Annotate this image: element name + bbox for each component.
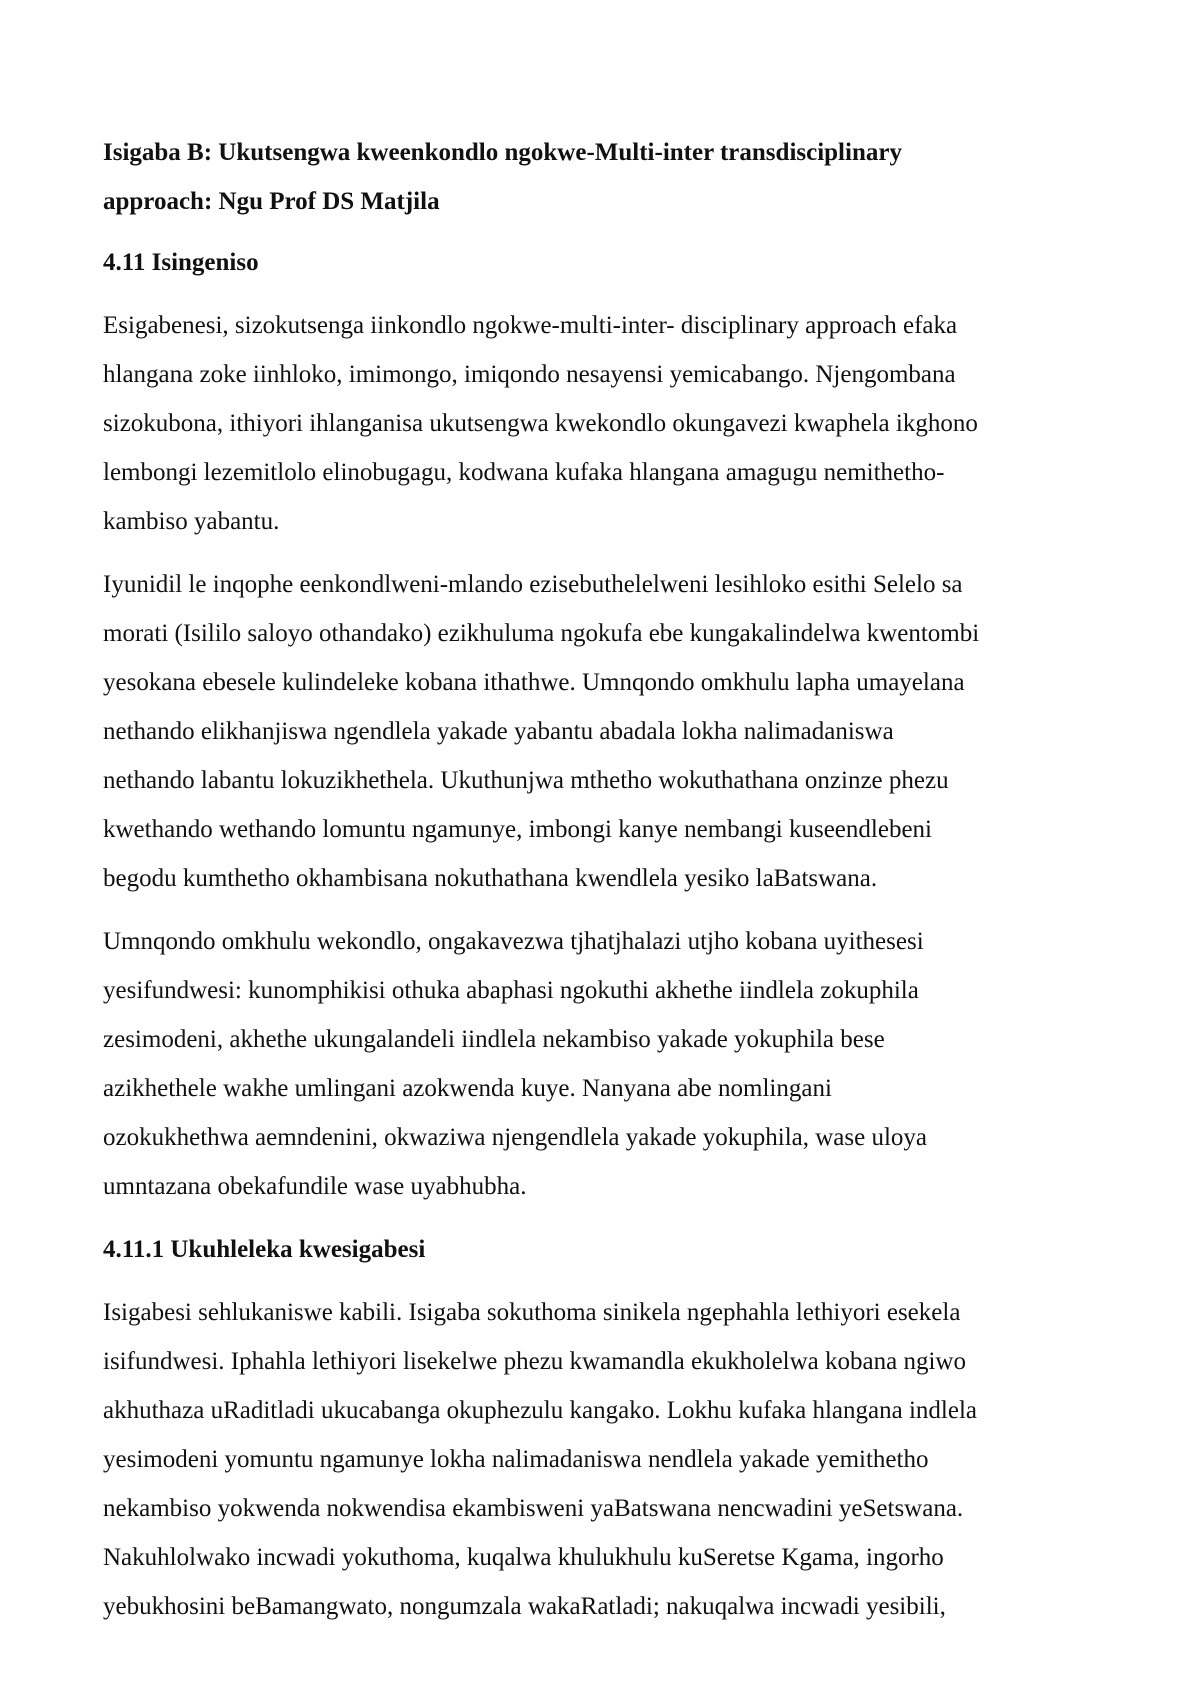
text-line: nethando elikhanjiswa ngendlela yakade yabantu abadala lokha nalimadaniswa (103, 718, 894, 745)
text-line: begodu kumthetho okhambisana nokuthathana kwendlela yesiko laBatswana. (103, 865, 878, 892)
paragraph (103, 560, 1113, 903)
text-line: Umnqondo omkhulu wekondlo, ongakavezwa tjhatjhalazi utjho kobana uyithesesi (103, 928, 924, 955)
paragraph (103, 917, 1113, 1211)
text-line: isifundwesi. Iphahla lethiyori lisekelwe phezu kwamandla ekukholelwa kobana ngiwo (103, 1348, 966, 1375)
paragraph (103, 1288, 1113, 1631)
text-line: nekambiso yokwenda nokwendisa ekambisweni yaBatswana nencwadini yeSetswana. (103, 1495, 964, 1522)
text-line: azikhethele wakhe umlingani azokwenda kuye. Nanyana abe nomlingani (103, 1075, 832, 1102)
text-line: yebukhosini beBamangwato, nongumzala wakaRatladi; nakuqalwa incwadi yesibili, (103, 1593, 946, 1620)
text-line: lembongi lezemitlolo elinobugagu, kodwana kufaka hlangana amagugu nemithetho- (103, 459, 945, 486)
text-line: zesimodeni, akhethe ukungalandeli iindlela nekambiso yakade yokuphila bese (103, 1026, 885, 1053)
text-line: ozokukhethwa aemndenini, okwaziwa njengendlela yakade yokuphila, wase uloya (103, 1124, 928, 1151)
section-heading-4-11-1: 4.11.1 Ukuhleleka kwesigabesi (103, 1236, 426, 1263)
text-line: Iyunidil le inqophe eenkondlweni-mlando ezisebuthelelweni lesihloko esithi Selelo sa (103, 571, 963, 598)
text-line: hlangana zoke iinhloko, imimongo, imiqondo nesayensi yemicabango. Njengombana (103, 361, 956, 388)
text-line: yesimodeni yomuntu ngamunye lokha nalimadaniswa nendlela yakade yemithetho (103, 1446, 929, 1473)
text-line: yesifundwesi: kunomphikisi othuka abaphasi ngokuthi akhethe iindlela zokuphila (103, 977, 919, 1004)
section-heading-4-11: 4.11 Isingeniso (103, 249, 259, 276)
paragraph (103, 301, 1113, 546)
text-line: sizokubona, ithiyori ihlanganisa ukutsengwa kwekondlo okungavezi kwaphela ikghono (103, 410, 978, 437)
text-line: Isigabesi sehlukaniswe kabili. Isigaba sokuthoma sinikela ngephahla lethiyori esekela (103, 1299, 961, 1326)
document-title (103, 128, 1113, 226)
text-line: akhuthaza uRaditladi ukucabanga okuphezulu kangako. Lokhu kufaka hlangana indlela (103, 1397, 977, 1424)
title-line: approach: Ngu Prof DS Matjila (103, 188, 440, 215)
title-line: Isigaba B: Ukutsengwa kweenkondlo ngokwe-Multi-inter transdisciplinary (103, 139, 902, 166)
text-line: kambiso yabantu. (103, 508, 280, 535)
text-line: morati (Isililo saloyo othandako) ezikhuluma ngokufa ebe kungakalindelwa kwentombi (103, 620, 980, 647)
text-line: nethando labantu lokuzikhethela. Ukuthunjwa mthetho wokuthathana onzinze phezu (103, 767, 949, 794)
document-body (103, 128, 1113, 1645)
text-line: Esigabenesi, sizokutsenga iinkondlo ngokwe-multi-inter- disciplinary approach efaka (103, 312, 958, 339)
text-line: Nakuhlolwako incwadi yokuthoma, kuqalwa khulukhulu kuSeretse Kgama, ingorho (103, 1544, 944, 1571)
text-line: kwethando wethando lomuntu ngamunye, imbongi kanye nembangi kuseendlebeni (103, 816, 932, 843)
text-line: yesokana ebesele kulindeleke kobana ithathwe. Umnqondo omkhulu lapha umayelana (103, 669, 965, 696)
text-line: umntazana obekafundile wase uyabhubha. (103, 1173, 527, 1200)
